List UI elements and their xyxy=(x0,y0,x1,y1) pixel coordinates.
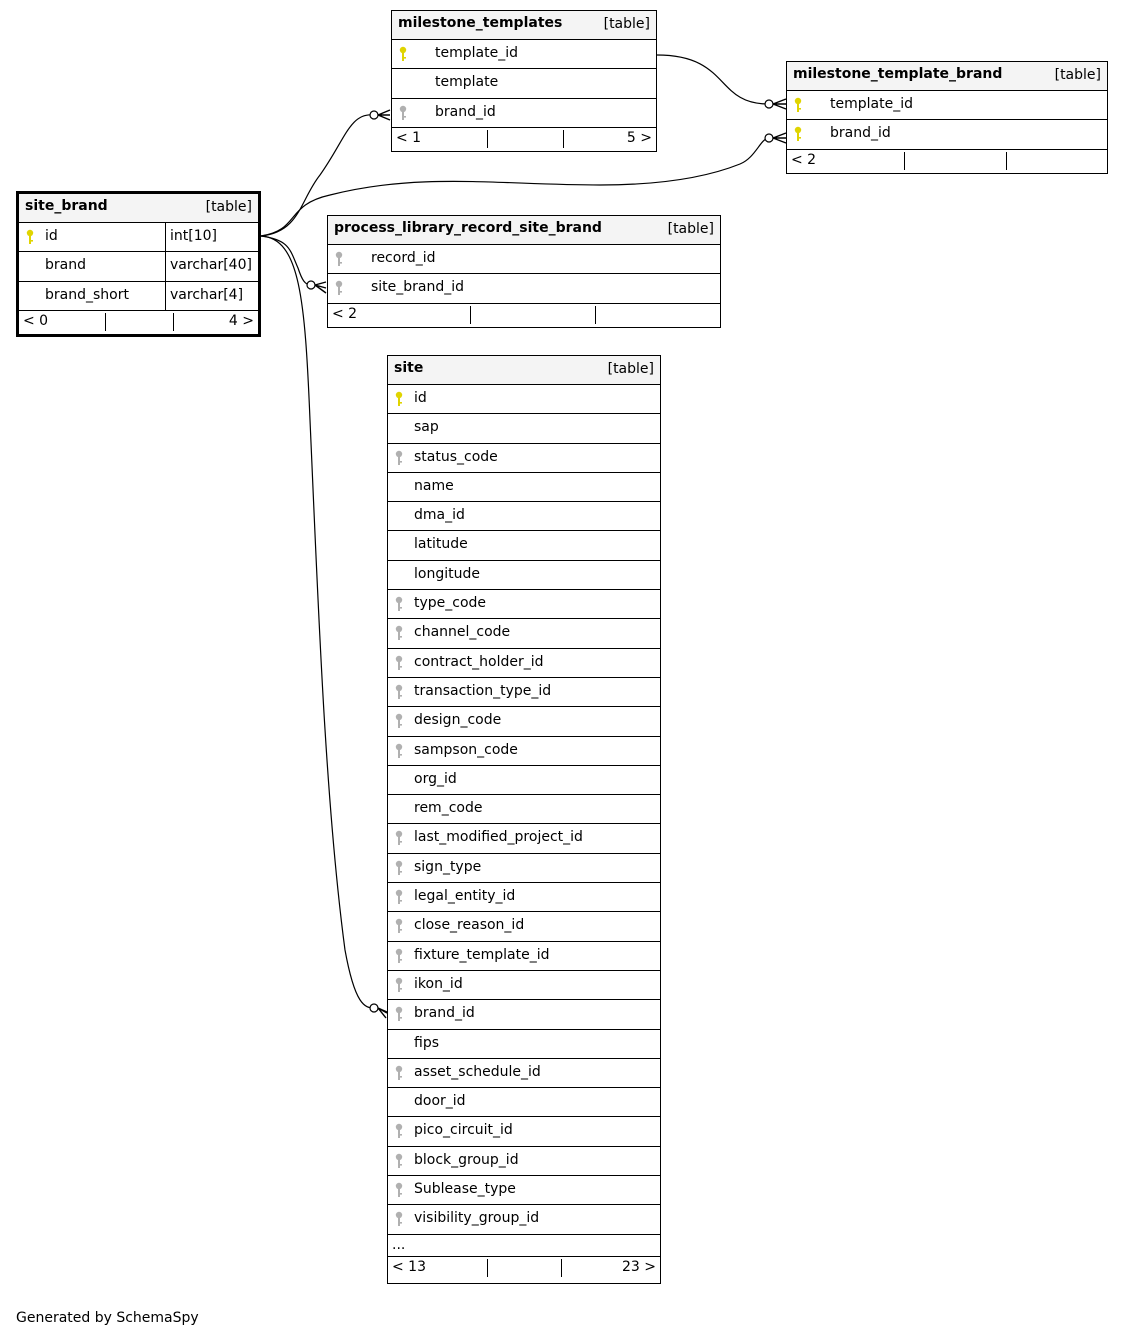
column-name: brand xyxy=(45,257,86,274)
column-name: transaction_type_id xyxy=(414,682,552,699)
table-site[interactable] xyxy=(387,355,661,1284)
column-row[interactable] xyxy=(388,473,660,502)
column-name: fips xyxy=(414,1034,439,1051)
table-name: site_brand xyxy=(25,198,108,214)
column-row[interactable] xyxy=(787,91,1107,120)
column-name: name xyxy=(414,477,454,494)
column-list xyxy=(388,385,660,1235)
generated-by-label: Generated by SchemaSpy xyxy=(16,1310,199,1326)
foreign-key-icon xyxy=(394,977,404,997)
column-name: legal_entity_id xyxy=(414,888,516,905)
column-row[interactable] xyxy=(392,99,656,128)
table-site-brand[interactable] xyxy=(16,191,261,337)
column-name: id xyxy=(414,390,427,406)
column-row[interactable] xyxy=(388,766,660,795)
column-row[interactable] xyxy=(388,883,660,912)
foreign-key-icon xyxy=(394,1211,404,1231)
column-name: latitude xyxy=(414,536,468,553)
table-footer xyxy=(388,1257,660,1279)
optional-marker xyxy=(765,100,773,108)
table-header xyxy=(19,194,258,223)
column-row[interactable] xyxy=(392,69,656,98)
column-row[interactable] xyxy=(388,414,660,443)
column-row[interactable] xyxy=(388,1117,660,1146)
column-name: sign_type xyxy=(414,858,482,875)
table-header xyxy=(388,356,660,385)
foreign-key-icon xyxy=(394,889,404,909)
column-row[interactable] xyxy=(388,678,660,707)
column-row[interactable] xyxy=(388,1205,660,1234)
column-type: int[10] xyxy=(165,223,217,251)
column-row[interactable] xyxy=(388,795,660,824)
many-marker xyxy=(378,110,390,120)
primary-key-icon xyxy=(398,46,408,66)
foreign-key-icon xyxy=(394,860,404,880)
many-marker xyxy=(773,133,786,143)
column-row[interactable] xyxy=(388,531,660,560)
primary-key-icon xyxy=(394,391,404,411)
foreign-key-icon xyxy=(394,948,404,968)
column-name: design_code xyxy=(414,712,502,729)
table-header xyxy=(787,62,1107,91)
table-name: milestone_template_brand xyxy=(793,66,1003,82)
table-type: [table] xyxy=(1054,67,1101,83)
foreign-key-icon xyxy=(394,684,404,704)
column-row[interactable] xyxy=(388,912,660,941)
foreign-key-icon xyxy=(394,1123,404,1143)
table-footer xyxy=(328,304,720,326)
many-marker xyxy=(773,99,786,109)
column-row[interactable] xyxy=(19,282,258,311)
column-name: asset_schedule_id xyxy=(414,1063,541,1080)
column-name: site_brand_id xyxy=(371,279,465,296)
column-row[interactable] xyxy=(388,1176,660,1205)
foreign-key-icon xyxy=(334,280,344,300)
column-row[interactable] xyxy=(388,502,660,531)
column-name: rem_code xyxy=(414,800,483,817)
column-name: type_code xyxy=(414,595,487,612)
optional-marker xyxy=(370,111,378,119)
column-name: ikon_id xyxy=(414,975,463,992)
column-row[interactable] xyxy=(328,245,720,274)
column-name: longitude xyxy=(414,565,480,582)
column-type: varchar[40] xyxy=(165,252,252,280)
table-type: [table] xyxy=(607,361,654,377)
foreign-key-icon xyxy=(394,830,404,850)
table-milestone-template-brand[interactable] xyxy=(786,61,1108,174)
column-name: contract_holder_id xyxy=(414,653,544,670)
table-name: process_library_record_site_brand xyxy=(334,220,602,236)
column-name: record_id xyxy=(371,250,436,266)
foreign-key-icon xyxy=(394,918,404,938)
foreign-key-icon xyxy=(394,1065,404,1085)
column-row[interactable] xyxy=(388,649,660,678)
many-marker xyxy=(315,282,326,293)
table-name: site xyxy=(394,360,424,376)
foreign-key-icon xyxy=(394,655,404,675)
column-name: sap xyxy=(414,419,439,436)
column-row[interactable] xyxy=(388,707,660,736)
column-row[interactable] xyxy=(388,854,660,883)
optional-marker xyxy=(307,281,315,289)
column-type: varchar[4] xyxy=(165,282,243,310)
column-name: brand_short xyxy=(45,286,129,303)
more-columns-label: ... xyxy=(392,1236,406,1253)
column-row[interactable] xyxy=(392,40,656,69)
table-type: [table] xyxy=(205,199,252,215)
column-name: template_id xyxy=(435,45,518,61)
optional-marker xyxy=(765,134,773,142)
column-row[interactable] xyxy=(388,824,660,853)
column-name: status_code xyxy=(414,448,498,465)
table-header xyxy=(392,11,656,40)
primary-key-icon xyxy=(793,126,803,146)
children-count[interactable]: 4 > xyxy=(228,312,254,329)
primary-key-icon xyxy=(25,229,35,249)
column-name: id xyxy=(45,228,58,244)
children-count[interactable]: 5 > xyxy=(626,129,652,146)
foreign-key-icon xyxy=(394,596,404,616)
parents-count[interactable]: < 1 xyxy=(396,129,422,146)
foreign-key-icon xyxy=(394,450,404,470)
column-row[interactable] xyxy=(388,590,660,619)
foreign-key-icon xyxy=(394,625,404,645)
column-name: channel_code xyxy=(414,624,511,641)
foreign-key-icon xyxy=(334,251,344,271)
column-row[interactable] xyxy=(388,1030,660,1059)
column-row[interactable] xyxy=(388,737,660,766)
foreign-key-icon xyxy=(394,1006,404,1026)
column-name: pico_circuit_id xyxy=(414,1122,513,1139)
primary-key-icon xyxy=(793,97,803,117)
table-header xyxy=(328,216,720,245)
foreign-key-icon xyxy=(398,105,408,125)
column-name: brand_id xyxy=(414,1005,475,1022)
column-row[interactable] xyxy=(388,1000,660,1029)
column-row[interactable] xyxy=(388,942,660,971)
table-footer xyxy=(787,150,1107,172)
column-row[interactable] xyxy=(19,223,258,252)
many-marker xyxy=(378,1008,387,1018)
column-row[interactable] xyxy=(388,971,660,1000)
link-site-brand-to-process-library xyxy=(261,236,311,285)
column-row[interactable] xyxy=(388,385,660,414)
column-name: door_id xyxy=(414,1093,466,1110)
column-name: template xyxy=(435,74,499,91)
foreign-key-icon xyxy=(394,713,404,733)
table-footer xyxy=(19,311,258,333)
foreign-key-icon xyxy=(394,1182,404,1202)
column-row[interactable] xyxy=(388,1147,660,1176)
more-columns[interactable] xyxy=(388,1235,660,1257)
table-milestone-templates[interactable] xyxy=(391,10,657,152)
column-name: fixture_template_id xyxy=(414,946,550,963)
parents-count[interactable]: < 2 xyxy=(791,151,817,168)
table-type: [table] xyxy=(603,16,650,32)
column-name: visibility_group_id xyxy=(414,1210,540,1227)
column-row[interactable] xyxy=(19,252,258,281)
column-name: last_modified_project_id xyxy=(414,829,583,846)
column-name: brand_id xyxy=(830,125,891,142)
column-name: sampson_code xyxy=(414,741,518,758)
table-type: [table] xyxy=(667,221,714,237)
column-row[interactable] xyxy=(388,561,660,590)
parents-count[interactable]: < 2 xyxy=(332,305,358,322)
column-row[interactable] xyxy=(388,444,660,473)
column-row[interactable] xyxy=(388,1088,660,1117)
foreign-key-icon xyxy=(394,1153,404,1173)
children-count[interactable]: 23 > xyxy=(622,1258,656,1275)
table-process-library-record-site-brand[interactable] xyxy=(327,215,721,328)
foreign-key-icon xyxy=(394,743,404,763)
column-name: block_group_id xyxy=(414,1151,519,1168)
column-row[interactable] xyxy=(787,120,1107,149)
column-row[interactable] xyxy=(328,274,720,303)
column-name: dma_id xyxy=(414,507,465,524)
column-name: org_id xyxy=(414,770,457,787)
optional-marker xyxy=(370,1004,378,1012)
column-name: close_reason_id xyxy=(414,917,525,934)
link-milestone-templates-to-template-brand xyxy=(657,55,768,104)
column-name: brand_id xyxy=(435,103,496,120)
column-row[interactable] xyxy=(388,1059,660,1088)
column-row[interactable] xyxy=(388,619,660,648)
parents-count[interactable]: < 0 xyxy=(23,312,49,329)
link-site-brand-to-site xyxy=(261,236,374,1008)
table-name: milestone_templates xyxy=(398,15,563,31)
parents-count[interactable]: < 13 xyxy=(392,1258,426,1275)
table-footer xyxy=(392,128,656,150)
column-name: template_id xyxy=(830,96,913,112)
column-name: Sublease_type xyxy=(414,1181,516,1198)
